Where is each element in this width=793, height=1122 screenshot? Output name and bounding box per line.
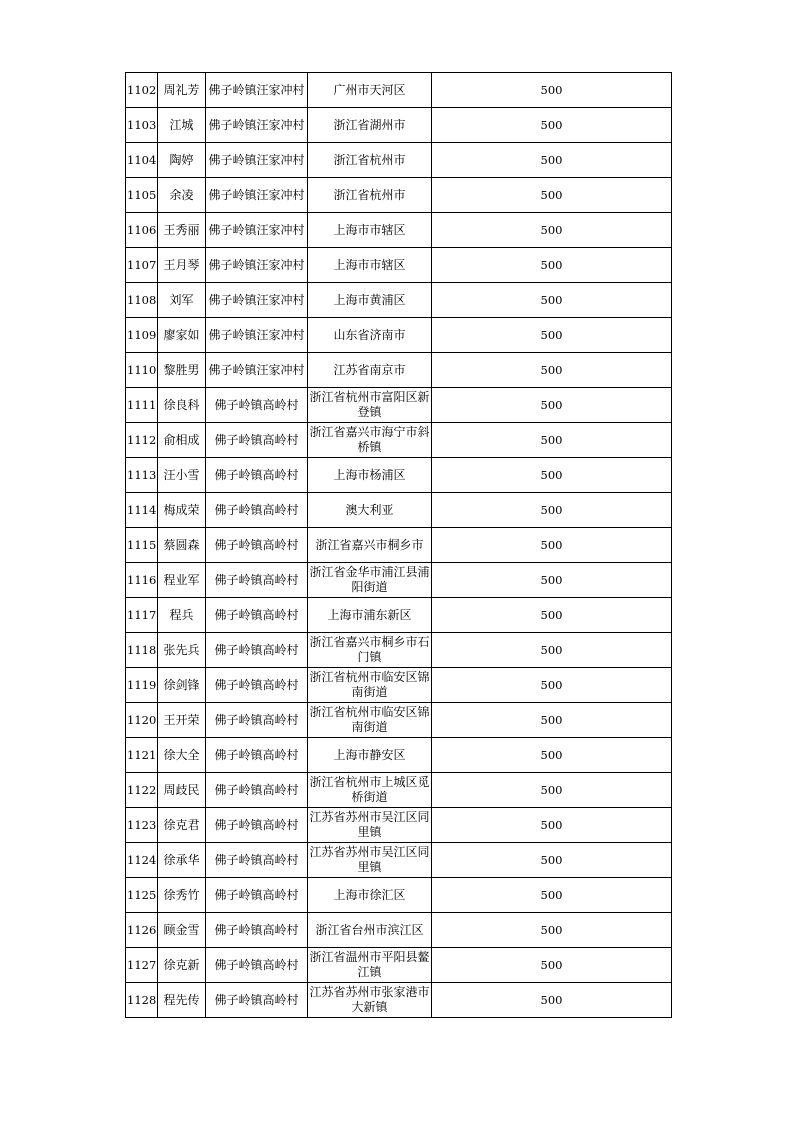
village-cell: 佛子岭镇高岭村 <box>206 668 308 703</box>
amount-cell: 500 <box>432 318 672 353</box>
row-number-cell: 1114 <box>126 493 158 528</box>
work-location-cell: 浙江省嘉兴市桐乡市 <box>308 528 432 563</box>
table-row <box>126 808 672 843</box>
row-number-cell: 1122 <box>126 773 158 808</box>
village-cell: 佛子岭镇高岭村 <box>206 808 308 843</box>
work-location-cell: 浙江省杭州市 <box>308 143 432 178</box>
person-name-cell: 周歧民 <box>158 773 206 808</box>
row-number-cell: 1109 <box>126 318 158 353</box>
row-number-cell: 1124 <box>126 843 158 878</box>
person-name-cell: 徐良科 <box>158 388 206 423</box>
amount-cell: 500 <box>432 388 672 423</box>
table-row <box>126 388 672 423</box>
work-location-cell: 山东省济南市 <box>308 318 432 353</box>
amount-cell: 500 <box>432 878 672 913</box>
work-location-cell: 江苏省苏州市吴江区同里镇 <box>308 843 432 878</box>
village-cell: 佛子岭镇汪家冲村 <box>206 178 308 213</box>
village-cell: 佛子岭镇高岭村 <box>206 983 308 1018</box>
amount-cell: 500 <box>432 353 672 388</box>
person-name-cell: 梅成荣 <box>158 493 206 528</box>
row-number-cell: 1115 <box>126 528 158 563</box>
amount-cell: 500 <box>432 738 672 773</box>
village-cell: 佛子岭镇高岭村 <box>206 423 308 458</box>
table-row <box>126 213 672 248</box>
person-name-cell: 张先兵 <box>158 633 206 668</box>
table-row <box>126 248 672 283</box>
row-number-cell: 1128 <box>126 983 158 1018</box>
row-number-cell: 1119 <box>126 668 158 703</box>
village-cell: 佛子岭镇高岭村 <box>206 878 308 913</box>
row-number-cell: 1104 <box>126 143 158 178</box>
row-number-cell: 1126 <box>126 913 158 948</box>
table-row <box>126 633 672 668</box>
work-location-cell: 江苏省苏州市吴江区同里镇 <box>308 808 432 843</box>
person-name-cell: 王月琴 <box>158 248 206 283</box>
person-name-cell: 王开荣 <box>158 703 206 738</box>
village-cell: 佛子岭镇汪家冲村 <box>206 108 308 143</box>
village-cell: 佛子岭镇高岭村 <box>206 563 308 598</box>
row-number-cell: 1110 <box>126 353 158 388</box>
row-number-cell: 1103 <box>126 108 158 143</box>
village-cell: 佛子岭镇汪家冲村 <box>206 143 308 178</box>
village-cell: 佛子岭镇汪家冲村 <box>206 73 308 108</box>
person-name-cell: 徐克君 <box>158 808 206 843</box>
work-location-cell: 浙江省嘉兴市海宁市斜桥镇 <box>308 423 432 458</box>
amount-cell: 500 <box>432 528 672 563</box>
table-row <box>126 983 672 1018</box>
person-name-cell: 顾金雪 <box>158 913 206 948</box>
table-row <box>126 493 672 528</box>
work-location-cell: 上海市杨浦区 <box>308 458 432 493</box>
amount-cell: 500 <box>432 598 672 633</box>
village-cell: 佛子岭镇汪家冲村 <box>206 213 308 248</box>
row-number-cell: 1102 <box>126 73 158 108</box>
person-name-cell: 徐剑锋 <box>158 668 206 703</box>
work-location-cell: 上海市黄浦区 <box>308 283 432 318</box>
table-row <box>126 773 672 808</box>
person-name-cell: 徐秀竹 <box>158 878 206 913</box>
row-number-cell: 1105 <box>126 178 158 213</box>
work-location-cell: 浙江省嘉兴市桐乡市石门镇 <box>308 633 432 668</box>
table-row <box>126 878 672 913</box>
person-name-cell: 余凌 <box>158 178 206 213</box>
amount-cell: 500 <box>432 108 672 143</box>
row-number-cell: 1125 <box>126 878 158 913</box>
work-location-cell: 浙江省杭州市临安区锦南街道 <box>308 703 432 738</box>
person-name-cell: 程先传 <box>158 983 206 1018</box>
amount-cell: 500 <box>432 773 672 808</box>
table-row <box>126 913 672 948</box>
amount-cell: 500 <box>432 983 672 1018</box>
table-row <box>126 948 672 983</box>
table-row <box>126 353 672 388</box>
work-location-cell: 上海市浦东新区 <box>308 598 432 633</box>
row-number-cell: 1112 <box>126 423 158 458</box>
amount-cell: 500 <box>432 563 672 598</box>
person-name-cell: 黎胜男 <box>158 353 206 388</box>
row-number-cell: 1123 <box>126 808 158 843</box>
table-row <box>126 73 672 108</box>
person-name-cell: 蔡圆森 <box>158 528 206 563</box>
village-cell: 佛子岭镇高岭村 <box>206 458 308 493</box>
table-body <box>126 73 672 1018</box>
table-row <box>126 668 672 703</box>
row-number-cell: 1127 <box>126 948 158 983</box>
village-cell: 佛子岭镇高岭村 <box>206 493 308 528</box>
village-cell: 佛子岭镇高岭村 <box>206 633 308 668</box>
table-row <box>126 108 672 143</box>
amount-cell: 500 <box>432 633 672 668</box>
person-name-cell: 刘军 <box>158 283 206 318</box>
village-cell: 佛子岭镇高岭村 <box>206 598 308 633</box>
work-location-cell: 浙江省台州市滨江区 <box>308 913 432 948</box>
work-location-cell: 上海市徐汇区 <box>308 878 432 913</box>
work-location-cell: 江苏省南京市 <box>308 353 432 388</box>
table-row <box>126 563 672 598</box>
amount-cell: 500 <box>432 703 672 738</box>
amount-cell: 500 <box>432 948 672 983</box>
village-cell: 佛子岭镇高岭村 <box>206 948 308 983</box>
amount-cell: 500 <box>432 73 672 108</box>
amount-cell: 500 <box>432 423 672 458</box>
amount-cell: 500 <box>432 493 672 528</box>
work-location-cell: 上海市市辖区 <box>308 213 432 248</box>
table-row <box>126 598 672 633</box>
row-number-cell: 1120 <box>126 703 158 738</box>
table-row <box>126 143 672 178</box>
village-cell: 佛子岭镇高岭村 <box>206 843 308 878</box>
row-number-cell: 1108 <box>126 283 158 318</box>
person-name-cell: 江城 <box>158 108 206 143</box>
work-location-cell: 浙江省杭州市上城区觅桥街道 <box>308 773 432 808</box>
village-cell: 佛子岭镇高岭村 <box>206 773 308 808</box>
subsidy-table <box>125 72 672 1018</box>
village-cell: 佛子岭镇高岭村 <box>206 388 308 423</box>
amount-cell: 500 <box>432 213 672 248</box>
table-row <box>126 458 672 493</box>
work-location-cell: 浙江省温州市平阳县鳌江镇 <box>308 948 432 983</box>
table-row <box>126 178 672 213</box>
village-cell: 佛子岭镇汪家冲村 <box>206 248 308 283</box>
amount-cell: 500 <box>432 913 672 948</box>
village-cell: 佛子岭镇汪家冲村 <box>206 353 308 388</box>
row-number-cell: 1121 <box>126 738 158 773</box>
work-location-cell: 广州市天河区 <box>308 73 432 108</box>
person-name-cell: 徐克新 <box>158 948 206 983</box>
row-number-cell: 1111 <box>126 388 158 423</box>
work-location-cell: 上海市市辖区 <box>308 248 432 283</box>
table-row <box>126 528 672 563</box>
table-row <box>126 283 672 318</box>
village-cell: 佛子岭镇高岭村 <box>206 738 308 773</box>
work-location-cell: 浙江省杭州市临安区锦南街道 <box>308 668 432 703</box>
village-cell: 佛子岭镇汪家冲村 <box>206 318 308 353</box>
work-location-cell: 澳大利亚 <box>308 493 432 528</box>
amount-cell: 500 <box>432 143 672 178</box>
village-cell: 佛子岭镇高岭村 <box>206 913 308 948</box>
row-number-cell: 1113 <box>126 458 158 493</box>
person-name-cell: 徐大全 <box>158 738 206 773</box>
table-row <box>126 703 672 738</box>
amount-cell: 500 <box>432 808 672 843</box>
row-number-cell: 1116 <box>126 563 158 598</box>
person-name-cell: 王秀丽 <box>158 213 206 248</box>
work-location-cell: 江苏省苏州市张家港市大新镇 <box>308 983 432 1018</box>
village-cell: 佛子岭镇高岭村 <box>206 703 308 738</box>
row-number-cell: 1107 <box>126 248 158 283</box>
amount-cell: 500 <box>432 843 672 878</box>
amount-cell: 500 <box>432 178 672 213</box>
amount-cell: 500 <box>432 668 672 703</box>
person-name-cell: 廖家如 <box>158 318 206 353</box>
person-name-cell: 程业军 <box>158 563 206 598</box>
village-cell: 佛子岭镇高岭村 <box>206 528 308 563</box>
row-number-cell: 1118 <box>126 633 158 668</box>
amount-cell: 500 <box>432 248 672 283</box>
row-number-cell: 1117 <box>126 598 158 633</box>
work-location-cell: 浙江省杭州市 <box>308 178 432 213</box>
table-row <box>126 843 672 878</box>
person-name-cell: 汪小雪 <box>158 458 206 493</box>
amount-cell: 500 <box>432 458 672 493</box>
person-name-cell: 徐承华 <box>158 843 206 878</box>
table-row <box>126 738 672 773</box>
row-number-cell: 1106 <box>126 213 158 248</box>
village-cell: 佛子岭镇汪家冲村 <box>206 283 308 318</box>
table-row <box>126 318 672 353</box>
amount-cell: 500 <box>432 283 672 318</box>
person-name-cell: 程兵 <box>158 598 206 633</box>
person-name-cell: 周礼芳 <box>158 73 206 108</box>
work-location-cell: 浙江省金华市浦江县浦阳街道 <box>308 563 432 598</box>
work-location-cell: 浙江省湖州市 <box>308 108 432 143</box>
table-row <box>126 423 672 458</box>
work-location-cell: 浙江省杭州市富阳区新登镇 <box>308 388 432 423</box>
person-name-cell: 陶婷 <box>158 143 206 178</box>
work-location-cell: 上海市静安区 <box>308 738 432 773</box>
person-name-cell: 俞相成 <box>158 423 206 458</box>
